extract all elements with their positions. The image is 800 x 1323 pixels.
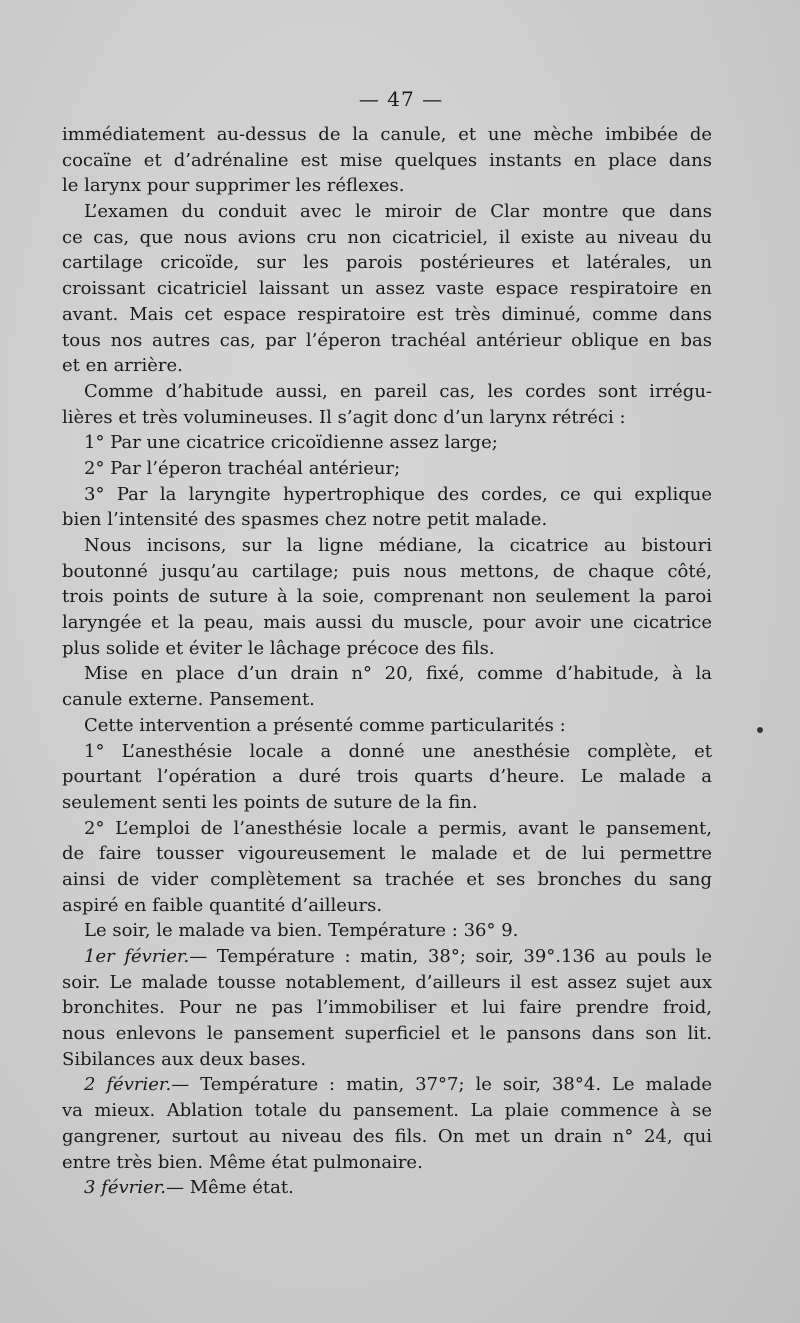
- text-line: [62, 739, 712, 765]
- text-line: [62, 1047, 712, 1073]
- text-line: [62, 918, 712, 944]
- line-text: bronchites. Pour ne pas l’immobiliser et lui faire prendre froid,: [62, 997, 712, 1019]
- line-text: croissant cicatriciel laissant un assez vaste espace respiratoire en: [62, 278, 712, 300]
- text-line: [62, 1124, 712, 1150]
- text-line: [62, 713, 712, 739]
- line-text: 1° Par une cicatrice cricoïdienne assez large;: [84, 432, 498, 454]
- line-text: trois points de suture à la soie, comprenant non seulement la paroi: [62, 586, 712, 608]
- text-line: [62, 1072, 712, 1098]
- text-line: [62, 1021, 712, 1047]
- line-text: gangrener, surtout au niveau des fils. On met un drain n° 24, qui: [62, 1125, 712, 1147]
- line-text: — Température : matin, 38°; soir, 39°.136 au pouls le: [189, 946, 712, 967]
- line-text: 2° Par l’éperon trachéal antérieur;: [84, 457, 401, 479]
- text-line: [62, 661, 712, 687]
- book-page: [62, 84, 712, 1201]
- text-line: [62, 199, 712, 225]
- text-line: [62, 559, 712, 585]
- entry-date: 1er février.: [84, 946, 190, 967]
- text-line: [62, 456, 712, 482]
- line-text: seulement senti les points de suture de la fin.: [62, 791, 478, 813]
- text-line: [62, 328, 712, 354]
- text-line: [62, 867, 712, 893]
- text-line: [62, 430, 712, 456]
- entry-date: 3 février.: [84, 1177, 167, 1199]
- line-text: de faire tousser vigoureusement le malade et de lui permettre: [62, 843, 712, 865]
- line-text: avant. Mais cet espace respiratoire est très diminué, comme dans: [62, 303, 712, 325]
- line-text: Sibilances aux deux bases.: [62, 1048, 307, 1070]
- line-text: — Température : matin, 37°7; le soir, 38°4. Le malade: [171, 1074, 712, 1096]
- line-text: — Même état.: [166, 1177, 294, 1199]
- text-line: [62, 1175, 712, 1201]
- text-line: [62, 533, 712, 559]
- line-text: soir. Le malade tousse notablement, d’ailleurs il est assez sujet aux: [62, 971, 712, 993]
- text-line: [62, 302, 712, 328]
- text-line: [62, 636, 712, 662]
- text-line: [62, 276, 712, 302]
- line-text: Cette intervention a présenté comme particularités :: [84, 714, 566, 736]
- text-line: [62, 790, 712, 816]
- line-text: canule externe. Pansement.: [62, 689, 315, 711]
- line-text: immédiatement au-dessus de la canule, et une mèche imbibée de: [62, 124, 712, 145]
- line-text: le larynx pour supprimer les réflexes.: [62, 175, 405, 197]
- line-text: ce cas, que nous avions cru non cicatriciel, il existe au niveau du: [62, 226, 712, 248]
- text-line: [62, 610, 712, 636]
- ink-speck: [757, 727, 763, 733]
- text-line: [62, 250, 712, 276]
- line-text: nous enlevons le pansement superficiel et le pansons dans son lit.: [62, 1023, 712, 1045]
- text-line: [62, 995, 712, 1021]
- line-text: tous nos autres cas, par l’éperon trachéal antérieur oblique en bas: [62, 329, 712, 351]
- text-line: [62, 379, 712, 405]
- line-text: bien l’intensité des spasmes chez notre petit malade.: [62, 509, 548, 531]
- text-line: [62, 507, 712, 533]
- text-line: [62, 122, 712, 148]
- line-text: Nous incisons, sur la ligne médiane, la cicatrice au bistouri: [84, 535, 712, 556]
- text-line: [62, 405, 712, 431]
- text-line: [62, 482, 712, 508]
- line-text: Mise en place d’un drain n° 20, fixé, comme d’habitude, à la: [84, 663, 712, 685]
- line-text: Comme d’habitude aussi, en pareil cas, les cordes sont irrégu-: [84, 380, 712, 402]
- line-text: va mieux. Ablation totale du pansement. La plaie commence à se: [62, 1100, 712, 1122]
- text-line: [62, 148, 712, 174]
- line-text: L’examen du conduit avec le miroir de Clar montre que dans: [84, 201, 712, 223]
- line-text: laryngée et la peau, mais aussi du muscle, pour avoir une cicatrice: [62, 612, 712, 634]
- text-line: [62, 841, 712, 867]
- text-line: [62, 687, 712, 713]
- text-line: [62, 225, 712, 251]
- text-line: [62, 353, 712, 379]
- line-text: aspiré en faible quantité d’ailleurs.: [62, 894, 383, 916]
- line-text: cocaïne et d’adrénaline est mise quelques instants en place dans: [62, 149, 712, 171]
- text-line: [62, 970, 712, 996]
- line-text: entre très bien. Même état pulmonaire.: [62, 1151, 423, 1173]
- line-text: plus solide et éviter le lâchage précoce des fils.: [62, 637, 495, 659]
- line-text: cartilage cricoïde, sur les parois postérieures et latérales, un: [62, 252, 712, 274]
- body-text: [62, 122, 712, 1201]
- line-text: lières et très volumineuses. Il s’agit donc d’un larynx rétréci :: [62, 406, 626, 428]
- line-text: 2° L’emploi de l’anesthésie locale a permis, avant le pansement,: [84, 817, 712, 839]
- text-line: [62, 173, 712, 199]
- line-text: boutonné jusqu’au cartilage; puis nous mettons, de chaque côté,: [62, 560, 712, 582]
- line-text: ainsi de vider complètement sa trachée et ses bronches du sang: [62, 868, 712, 890]
- text-line: [62, 584, 712, 610]
- page-number: — 47 —: [358, 87, 444, 111]
- text-line: [62, 764, 712, 790]
- line-text: 1° L’anesthésie locale a donné une anesthésie complète, et: [84, 740, 712, 762]
- text-line: [62, 1150, 712, 1176]
- line-text: pourtant l’opération a duré trois quarts d’heure. Le malade a: [62, 766, 712, 788]
- text-line: [62, 893, 712, 919]
- entry-date: 2 février.: [84, 1074, 172, 1096]
- text-line: [62, 816, 712, 842]
- line-text: et en arrière.: [62, 355, 183, 377]
- text-line: [62, 944, 712, 970]
- text-line: [62, 1098, 712, 1124]
- line-text: 3° Par la laryngite hypertrophique des cordes, ce qui explique: [84, 483, 712, 505]
- line-text: Le soir, le malade va bien. Température : 36° 9.: [84, 920, 519, 942]
